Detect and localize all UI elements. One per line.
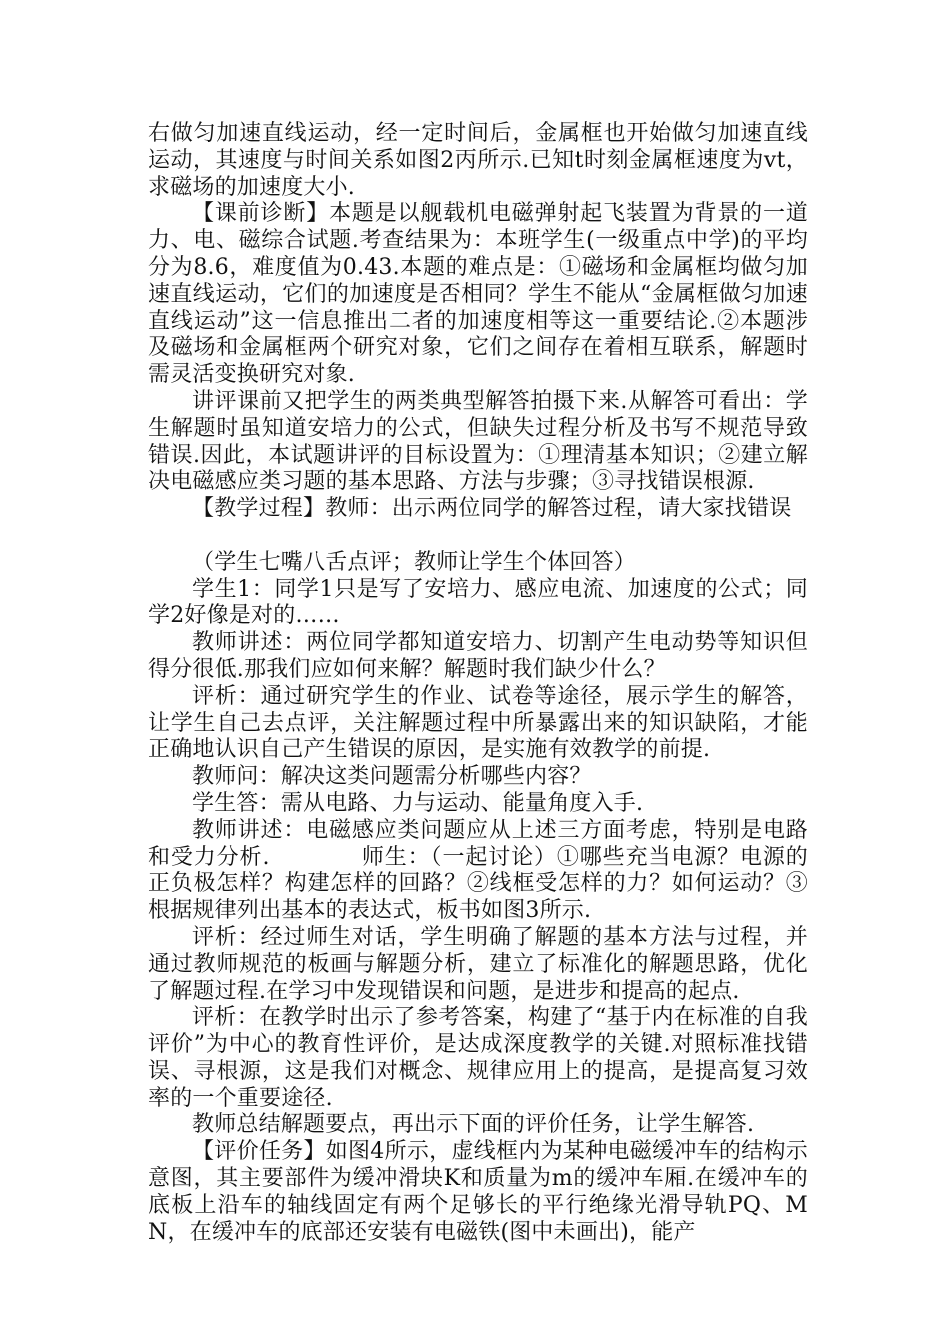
paragraph-student-answer: 学生答：需从电路、力与运动、能量角度入手.: [192, 790, 644, 816]
paragraph-review-goals: 讲评课前又把学生的两类典型解答拍摄下来.从解答可看出：学生解题时虽知道安培力的公式，但缺失过程分析及书写不规范导致错误.因此，本试题讲评的目标设置为：①理清基本知识；②建立解决电磁感应类习题的基本思路、方法与步骤；③寻找错误根源.: [148, 388, 808, 495]
paragraph-teacher-question: 教师问：解决这类问题需分析哪些内容？: [192, 764, 592, 790]
paragraph-analysis-1: 评析：通过研究学生的作业、试卷等途径，展示学生的解答，让学生自己去点评，关注解题过程中所暴露出来的知识缺陷，才能正确地认识自己产生错误的原因，是实施有效教学的前提.: [148, 683, 808, 763]
paragraph-continuation: 右做匀加速直线运动，经一定时间后，金属框也开始做匀加速直线运动，其速度与时间关系如图2丙所示.已知t时刻金属框速度为vt，求磁场的加速度大小.: [148, 121, 808, 200]
paragraph-analysis-3: 评析：在教学时出示了参考答案，构建了“基于内在标准的自我评价”为中心的教育性评价，是达成深度教学的关键.对照标准找错误、寻根源，这是我们对概念、规律应用上的提高，是提高复习效率的一个重要途径.: [148, 1005, 808, 1111]
paragraph-teaching-process: 【教学过程】教师：出示两位同学的解答过程，请大家找错误: [192, 496, 792, 522]
paragraph-evaluation-task: 【评价任务】如图4所示，虚线框内为某种电磁缓冲车的结构示意图，其主要部件为缓冲滑块K和质量为m的缓冲车厢.在缓冲车的底板上沿车的轴线固定有两个足够长的平行绝缘光滑导轨PQ、MN，在缓冲车的底部还安装有电磁铁(图中未画出)，能产: [148, 1139, 808, 1245]
paragraph-analysis-2: 评析：经过师生对话，学生明确了解题的基本方法与过程，并通过教师规范的板画与解题分析，建立了标准化的解题思路，优化了解题过程.在学习中发现错误和问题，是进步和提高的起点.: [148, 924, 808, 1004]
paragraph-teacher-summary: 教师总结解题要点，再出示下面的评价任务，让学生解答.: [192, 1112, 755, 1138]
paragraph-pre-diagnosis: 【课前诊断】本题是以舰载机电磁弹射起飞装置为背景的一道力、电、磁综合试题.考查结果为：本班学生(一级重点中学)的平均分为8.6，难度值为0.43.本题的难点是：①磁场和金属框均做匀加速直线运动，它们的加速度是否相同？学生不能从“金属框做匀加速直线运动”这一信息推出二者的加速度相等这一重要结论.②本题涉及磁场和金属框两个研究对象，它们之间存在着相互联系，解题时需灵活变换研究对象.: [148, 201, 808, 388]
paragraph-student-1: 学生1：同学1只是写了安培力、感应电流、加速度的公式；同学2好像是对的……: [148, 576, 808, 629]
paragraph-teacher-statement: 教师讲述：两位同学都知道安培力、切割产生电动势等知识但得分很低.那我们应如何来解？解题时我们缺少什么？: [148, 630, 808, 682]
paragraph-teacher-discussion: 教师讲述：电磁感应类问题应从上述三方面考虑，特别是电路和受力分析. 师生：（一起讨论）①哪些充当电源？电源的正负极怎样？构建怎样的回路？②线框受怎样的力？如何运动？③根据规律列出基本的表达式，板书如图3所示.: [148, 817, 808, 924]
article-body: [148, 121, 808, 1246]
paragraph-student-comments: （学生七嘴八舌点评；教师让学生个体回答）: [192, 549, 637, 575]
